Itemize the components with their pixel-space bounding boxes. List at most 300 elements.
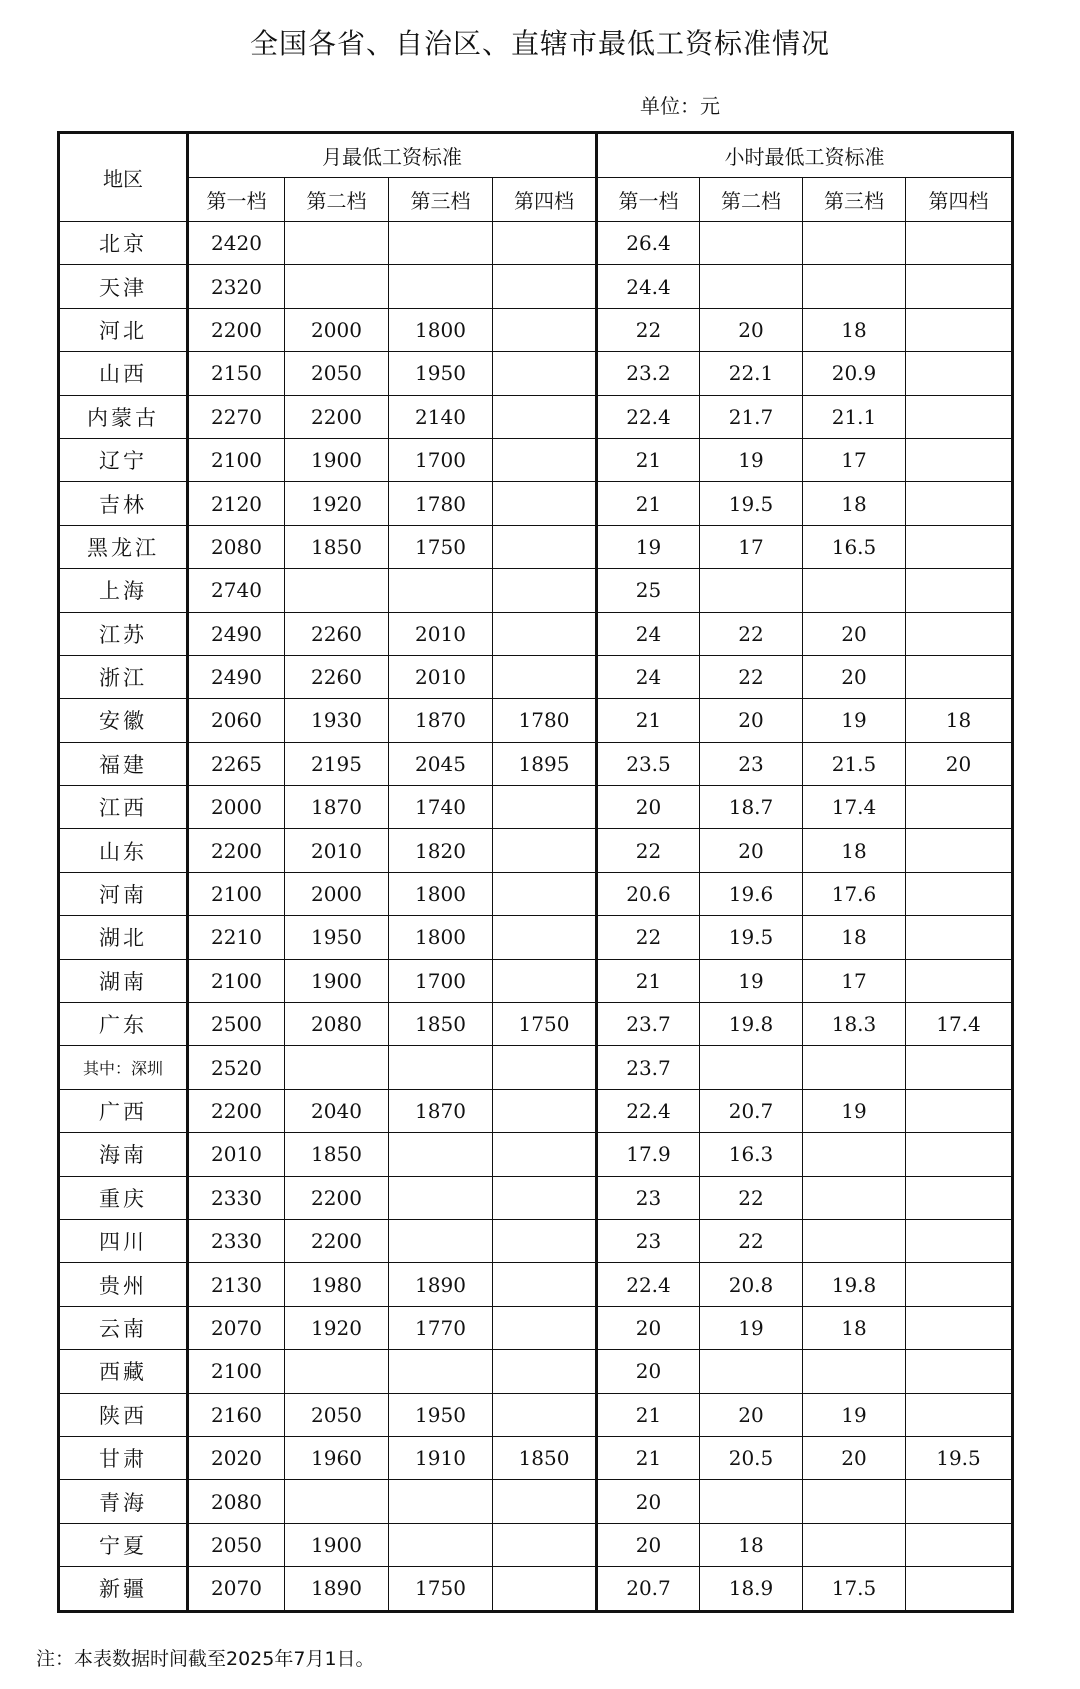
monthly-tier-4-cell [493,1306,597,1349]
region-cell: 上海 [59,569,188,612]
monthly-tier-4-cell [493,1480,597,1523]
table-row [59,352,1013,395]
region-cell: 北京 [59,222,188,265]
region-cell: 重庆 [59,1176,188,1219]
monthly-tier-4-cell: 1850 [493,1436,597,1479]
region-cell: 湖南 [59,959,188,1002]
table-row [59,1350,1013,1393]
monthly-tier-4-cell: 1895 [493,742,597,785]
monthly-tier-3-cell [389,1219,493,1262]
monthly-tier-4-cell [493,222,597,265]
hourly-tier-3-cell [803,222,906,265]
region-cell: 江苏 [59,612,188,655]
table-row [59,1003,1013,1046]
monthly-tier-1-cell: 2050 [188,1523,285,1566]
monthly-tier-4-cell [493,352,597,395]
monthly-tier-3-cell [389,1133,493,1176]
table-row [59,1263,1013,1306]
monthly-tier-3-cell: 1820 [389,829,493,872]
monthly-tier-2-cell [285,1480,389,1523]
monthly-tier-2-header: 第二档 [285,178,389,222]
hourly-tier-2-cell: 19.5 [700,482,803,525]
hourly-tier-2-cell: 17 [700,525,803,568]
region-cell: 西藏 [59,1350,188,1393]
monthly-tier-3-cell: 1890 [389,1263,493,1306]
hourly-tier-3-cell: 21.5 [803,742,906,785]
hourly-tier-4-cell [906,352,1013,395]
table-row [59,612,1013,655]
monthly-tier-2-cell: 2000 [285,872,389,915]
hourly-tier-3-cell: 20 [803,655,906,698]
hourly-tier-3-cell [803,1219,906,1262]
monthly-tier-1-cell: 2270 [188,395,285,438]
monthly-tier-1-cell: 2070 [188,1306,285,1349]
monthly-tier-4-cell [493,1393,597,1436]
monthly-tier-4-cell [493,1046,597,1089]
monthly-tier-4-cell [493,482,597,525]
monthly-tier-2-cell: 1930 [285,699,389,742]
region-cell: 辽宁 [59,438,188,481]
hourly-tier-2-cell: 18 [700,1523,803,1566]
hourly-tier-4-cell [906,569,1013,612]
hourly-tier-4-cell [906,1480,1013,1523]
hourly-tier-3-cell: 17.5 [803,1567,906,1611]
unit-label: 单位：元 [640,94,720,118]
monthly-tier-2-cell: 2050 [285,352,389,395]
hourly-tier-3-cell [803,1480,906,1523]
monthly-tier-2-cell [285,222,389,265]
hourly-tier-1-cell: 22 [597,916,700,959]
hourly-tier-1-cell: 21 [597,699,700,742]
table-row [59,742,1013,785]
monthly-tier-1-header: 第一档 [188,178,285,222]
hourly-tier-4-cell [906,1133,1013,1176]
monthly-tier-4-cell [493,829,597,872]
hourly-tier-1-cell: 23.5 [597,742,700,785]
hourly-tier-1-cell: 17.9 [597,1133,700,1176]
region-cell: 湖北 [59,916,188,959]
monthly-tier-1-cell: 2020 [188,1436,285,1479]
hourly-tier-4-cell [906,222,1013,265]
monthly-tier-1-cell: 2100 [188,438,285,481]
hourly-tier-4-cell [906,482,1013,525]
hourly-tier-4-cell [906,1350,1013,1393]
hourly-tier-3-cell: 18 [803,1306,906,1349]
monthly-tier-3-cell [389,1046,493,1089]
region-cell: 广东 [59,1003,188,1046]
monthly-tier-2-cell [285,1046,389,1089]
monthly-tier-4-cell [493,395,597,438]
monthly-tier-2-cell: 2000 [285,308,389,351]
hourly-tier-2-cell [700,1046,803,1089]
hourly-tier-4-cell: 19.5 [906,1436,1013,1479]
hourly-tier-4-cell [906,525,1013,568]
hourly-tier-1-cell: 22 [597,829,700,872]
monthly-tier-3-cell: 2010 [389,612,493,655]
hourly-tier-1-cell: 22 [597,308,700,351]
monthly-tier-4-cell [493,916,597,959]
hourly-tier-1-cell: 22.4 [597,1089,700,1132]
hourly-tier-3-cell: 20 [803,612,906,655]
region-cell: 黑龙江 [59,525,188,568]
hourly-tier-4-cell [906,655,1013,698]
region-cell: 江西 [59,786,188,829]
region-cell: 广西 [59,1089,188,1132]
monthly-tier-1-cell: 2150 [188,352,285,395]
monthly-tier-4-cell [493,1176,597,1219]
monthly-tier-4-cell [493,872,597,915]
hourly-tier-4-cell [906,1306,1013,1349]
region-cell: 陕西 [59,1393,188,1436]
hourly-tier-1-cell: 26.4 [597,222,700,265]
monthly-tier-4-cell: 1750 [493,1003,597,1046]
hourly-tier-2-cell [700,569,803,612]
monthly-tier-2-cell: 1960 [285,1436,389,1479]
table-row [59,482,1013,525]
hourly-tier-4-cell [906,1046,1013,1089]
monthly-tier-1-cell: 2520 [188,1046,285,1089]
hourly-tier-3-cell: 21.1 [803,395,906,438]
footnote: 注：本表数据时间截至2025年7月1日。 [36,1648,375,1670]
region-cell: 福建 [59,742,188,785]
hourly-tier-1-cell: 20.6 [597,872,700,915]
hourly-tier-3-cell: 18 [803,482,906,525]
hourly-tier-1-cell: 20 [597,786,700,829]
monthly-tier-3-cell: 1770 [389,1306,493,1349]
monthly-tier-1-cell: 2320 [188,265,285,308]
monthly-tier-3-cell: 2140 [389,395,493,438]
monthly-tier-2-cell [285,569,389,612]
hourly-tier-2-cell: 19.5 [700,916,803,959]
hourly-tier-2-cell: 22 [700,612,803,655]
monthly-tier-4-cell [493,308,597,351]
monthly-tier-3-cell [389,1350,493,1393]
hourly-tier-3-cell [803,1133,906,1176]
monthly-tier-4-cell [493,438,597,481]
hourly-tier-4-cell [906,265,1013,308]
region-cell: 甘肃 [59,1436,188,1479]
hourly-tier-1-cell: 20 [597,1306,700,1349]
hourly-tier-2-cell: 20 [700,1393,803,1436]
monthly-tier-1-cell: 2330 [188,1219,285,1262]
monthly-tier-2-cell: 2050 [285,1393,389,1436]
monthly-tier-2-cell: 1900 [285,959,389,1002]
hourly-tier-2-cell: 19.6 [700,872,803,915]
monthly-tier-3-cell: 1800 [389,308,493,351]
table-row [59,525,1013,568]
region-cell: 浙江 [59,655,188,698]
monthly-tier-1-cell: 2160 [188,1393,285,1436]
monthly-tier-1-cell: 2120 [188,482,285,525]
region-cell: 四川 [59,1219,188,1262]
hourly-tier-2-cell: 20.5 [700,1436,803,1479]
monthly-tier-3-cell: 1800 [389,916,493,959]
hourly-tier-2-cell [700,1350,803,1393]
hourly-tier-4-cell [906,786,1013,829]
hourly-tier-2-cell: 18.7 [700,786,803,829]
monthly-tier-3-cell: 1910 [389,1436,493,1479]
monthly-tier-3-cell: 2045 [389,742,493,785]
table-row [59,1480,1013,1523]
monthly-tier-1-cell: 2200 [188,1089,285,1132]
monthly-tier-2-cell: 2080 [285,1003,389,1046]
table-row [59,1046,1013,1089]
wage-table [57,131,1014,1613]
region-cell: 山东 [59,829,188,872]
hourly-tier-3-cell: 17.4 [803,786,906,829]
region-cell: 新疆 [59,1567,188,1611]
hourly-tier-2-cell: 22 [700,1219,803,1262]
monthly-tier-2-cell: 1920 [285,1306,389,1349]
hourly-tier-2-cell: 19 [700,959,803,1002]
hourly-tier-3-cell: 16.5 [803,525,906,568]
region-cell: 其中：深圳 [59,1046,188,1089]
hourly-tier-1-cell: 23.2 [597,352,700,395]
monthly-tier-3-cell [389,1480,493,1523]
hourly-tier-4-cell [906,1393,1013,1436]
hourly-tier-1-cell: 22.4 [597,395,700,438]
monthly-tier-3-cell: 1800 [389,872,493,915]
monthly-header: 月最低工资标准 [188,133,597,178]
monthly-tier-4-cell [493,265,597,308]
region-cell: 海南 [59,1133,188,1176]
hourly-tier-3-cell [803,1176,906,1219]
monthly-tier-4-cell [493,1219,597,1262]
monthly-tier-4-cell: 1780 [493,699,597,742]
table-row [59,1523,1013,1566]
region-cell: 宁夏 [59,1523,188,1566]
hourly-tier-4-cell: 20 [906,742,1013,785]
table-row [59,872,1013,915]
monthly-tier-1-cell: 2080 [188,1480,285,1523]
hourly-tier-4-cell: 18 [906,699,1013,742]
monthly-tier-3-cell: 1950 [389,1393,493,1436]
monthly-tier-2-cell: 2040 [285,1089,389,1132]
region-cell: 天津 [59,265,188,308]
hourly-tier-4-header: 第四档 [906,178,1013,222]
monthly-tier-4-cell [493,1350,597,1393]
hourly-tier-2-cell [700,1480,803,1523]
hourly-tier-1-cell: 24.4 [597,265,700,308]
region-header: 地区 [59,133,188,222]
page-title: 全国各省、自治区、直辖市最低工资标准情况 [249,27,830,60]
hourly-tier-3-header: 第三档 [803,178,906,222]
monthly-tier-4-cell [493,569,597,612]
hourly-tier-2-cell: 16.3 [700,1133,803,1176]
table-row [59,395,1013,438]
monthly-tier-3-cell [389,265,493,308]
hourly-tier-1-cell: 21 [597,1393,700,1436]
hourly-tier-1-cell: 23 [597,1219,700,1262]
hourly-tier-1-cell: 20 [597,1523,700,1566]
hourly-tier-1-cell: 24 [597,655,700,698]
hourly-tier-1-cell: 20.7 [597,1567,700,1611]
table-row [59,308,1013,351]
monthly-tier-4-header: 第四档 [493,178,597,222]
hourly-tier-3-cell: 20 [803,1436,906,1479]
hourly-tier-4-cell [906,829,1013,872]
hourly-tier-3-cell: 18 [803,829,906,872]
region-cell: 贵州 [59,1263,188,1306]
hourly-tier-1-cell: 24 [597,612,700,655]
monthly-tier-1-cell: 2210 [188,916,285,959]
hourly-tier-3-cell: 19 [803,1089,906,1132]
hourly-tier-2-cell: 22 [700,1176,803,1219]
table-body [59,222,1013,1612]
monthly-tier-1-cell: 2100 [188,872,285,915]
hourly-tier-3-cell: 17 [803,438,906,481]
hourly-tier-3-cell: 17.6 [803,872,906,915]
hourly-tier-2-cell [700,222,803,265]
hourly-tier-4-cell [906,1219,1013,1262]
monthly-tier-1-cell: 2100 [188,1350,285,1393]
monthly-tier-1-cell: 2490 [188,655,285,698]
monthly-tier-1-cell: 2500 [188,1003,285,1046]
monthly-tier-3-cell: 1850 [389,1003,493,1046]
monthly-tier-3-cell: 1870 [389,699,493,742]
monthly-tier-1-cell: 2080 [188,525,285,568]
region-cell: 安徽 [59,699,188,742]
hourly-tier-3-cell [803,1046,906,1089]
hourly-tier-4-cell [906,1263,1013,1306]
hourly-tier-4-cell [906,395,1013,438]
monthly-tier-3-cell: 2010 [389,655,493,698]
hourly-tier-2-cell: 20 [700,699,803,742]
monthly-tier-1-cell: 2060 [188,699,285,742]
monthly-tier-2-cell: 1890 [285,1567,389,1611]
monthly-tier-2-cell: 2200 [285,395,389,438]
table-header [59,133,1013,222]
monthly-tier-2-cell [285,265,389,308]
hourly-tier-1-cell: 20 [597,1350,700,1393]
table-row [59,1306,1013,1349]
hourly-tier-3-cell: 18 [803,308,906,351]
monthly-tier-4-cell [493,612,597,655]
monthly-tier-2-cell: 1980 [285,1263,389,1306]
hourly-tier-3-cell [803,1350,906,1393]
region-cell: 内蒙古 [59,395,188,438]
hourly-tier-2-cell: 21.7 [700,395,803,438]
monthly-tier-1-cell: 2490 [188,612,285,655]
hourly-tier-2-cell: 20.7 [700,1089,803,1132]
monthly-tier-2-cell: 2200 [285,1176,389,1219]
hourly-tier-1-cell: 23.7 [597,1046,700,1089]
monthly-tier-1-cell: 2265 [188,742,285,785]
region-cell: 河北 [59,308,188,351]
monthly-tier-1-cell: 2740 [188,569,285,612]
monthly-tier-2-cell: 1870 [285,786,389,829]
table-row [59,1219,1013,1262]
table-row [59,1393,1013,1436]
monthly-tier-2-cell: 2200 [285,1219,389,1262]
monthly-tier-1-cell: 2330 [188,1176,285,1219]
region-cell: 青海 [59,1480,188,1523]
monthly-tier-3-cell: 1780 [389,482,493,525]
monthly-tier-4-cell [493,1567,597,1611]
table-row [59,829,1013,872]
hourly-tier-3-cell [803,569,906,612]
hourly-tier-1-header: 第一档 [597,178,700,222]
region-cell: 吉林 [59,482,188,525]
monthly-tier-2-cell [285,1350,389,1393]
monthly-tier-4-cell [493,786,597,829]
monthly-tier-2-cell: 2260 [285,655,389,698]
monthly-tier-4-cell [493,655,597,698]
hourly-tier-2-cell: 23 [700,742,803,785]
monthly-tier-2-cell: 2195 [285,742,389,785]
hourly-tier-2-cell: 20 [700,308,803,351]
monthly-tier-1-cell: 2010 [188,1133,285,1176]
monthly-tier-2-cell: 1950 [285,916,389,959]
table-row [59,786,1013,829]
hourly-tier-1-cell: 23.7 [597,1003,700,1046]
monthly-tier-3-header: 第三档 [389,178,493,222]
hourly-tier-1-cell: 21 [597,482,700,525]
table-row [59,1567,1013,1611]
region-cell: 河南 [59,872,188,915]
hourly-tier-3-cell: 18.3 [803,1003,906,1046]
hourly-tier-3-cell [803,1523,906,1566]
hourly-tier-4-cell [906,438,1013,481]
hourly-tier-4-cell [906,308,1013,351]
monthly-tier-3-cell [389,222,493,265]
table-row [59,1089,1013,1132]
monthly-tier-1-cell: 2200 [188,308,285,351]
hourly-tier-4-cell [906,1089,1013,1132]
hourly-tier-2-cell: 20 [700,829,803,872]
table-row [59,1176,1013,1219]
monthly-tier-3-cell [389,569,493,612]
hourly-tier-2-cell: 20.8 [700,1263,803,1306]
monthly-tier-2-cell: 2260 [285,612,389,655]
table-row [59,265,1013,308]
monthly-tier-2-cell: 1850 [285,1133,389,1176]
hourly-tier-2-cell [700,265,803,308]
hourly-tier-1-cell: 25 [597,569,700,612]
hourly-tier-3-cell: 18 [803,916,906,959]
monthly-tier-4-cell [493,1133,597,1176]
monthly-tier-3-cell: 1950 [389,352,493,395]
region-cell: 云南 [59,1306,188,1349]
hourly-tier-1-cell: 21 [597,1436,700,1479]
hourly-tier-2-cell: 22 [700,655,803,698]
hourly-tier-1-cell: 23 [597,1176,700,1219]
hourly-tier-1-cell: 19 [597,525,700,568]
table-row [59,655,1013,698]
hourly-tier-3-cell [803,265,906,308]
monthly-tier-2-cell: 1850 [285,525,389,568]
table-row [59,222,1013,265]
hourly-tier-3-cell: 19 [803,1393,906,1436]
monthly-tier-3-cell: 1750 [389,525,493,568]
monthly-tier-1-cell: 2200 [188,829,285,872]
monthly-tier-1-cell: 2130 [188,1263,285,1306]
hourly-tier-2-cell: 19 [700,438,803,481]
monthly-tier-3-cell: 1700 [389,959,493,1002]
table-row [59,699,1013,742]
hourly-tier-2-header: 第二档 [700,178,803,222]
hourly-tier-4-cell: 17.4 [906,1003,1013,1046]
hourly-tier-1-cell: 20 [597,1480,700,1523]
hourly-tier-2-cell: 22.1 [700,352,803,395]
table-row [59,1133,1013,1176]
monthly-tier-2-cell: 1920 [285,482,389,525]
table-row [59,1436,1013,1479]
hourly-tier-4-cell [906,916,1013,959]
table-row [59,916,1013,959]
monthly-tier-4-cell [493,1523,597,1566]
hourly-tier-4-cell [906,1176,1013,1219]
